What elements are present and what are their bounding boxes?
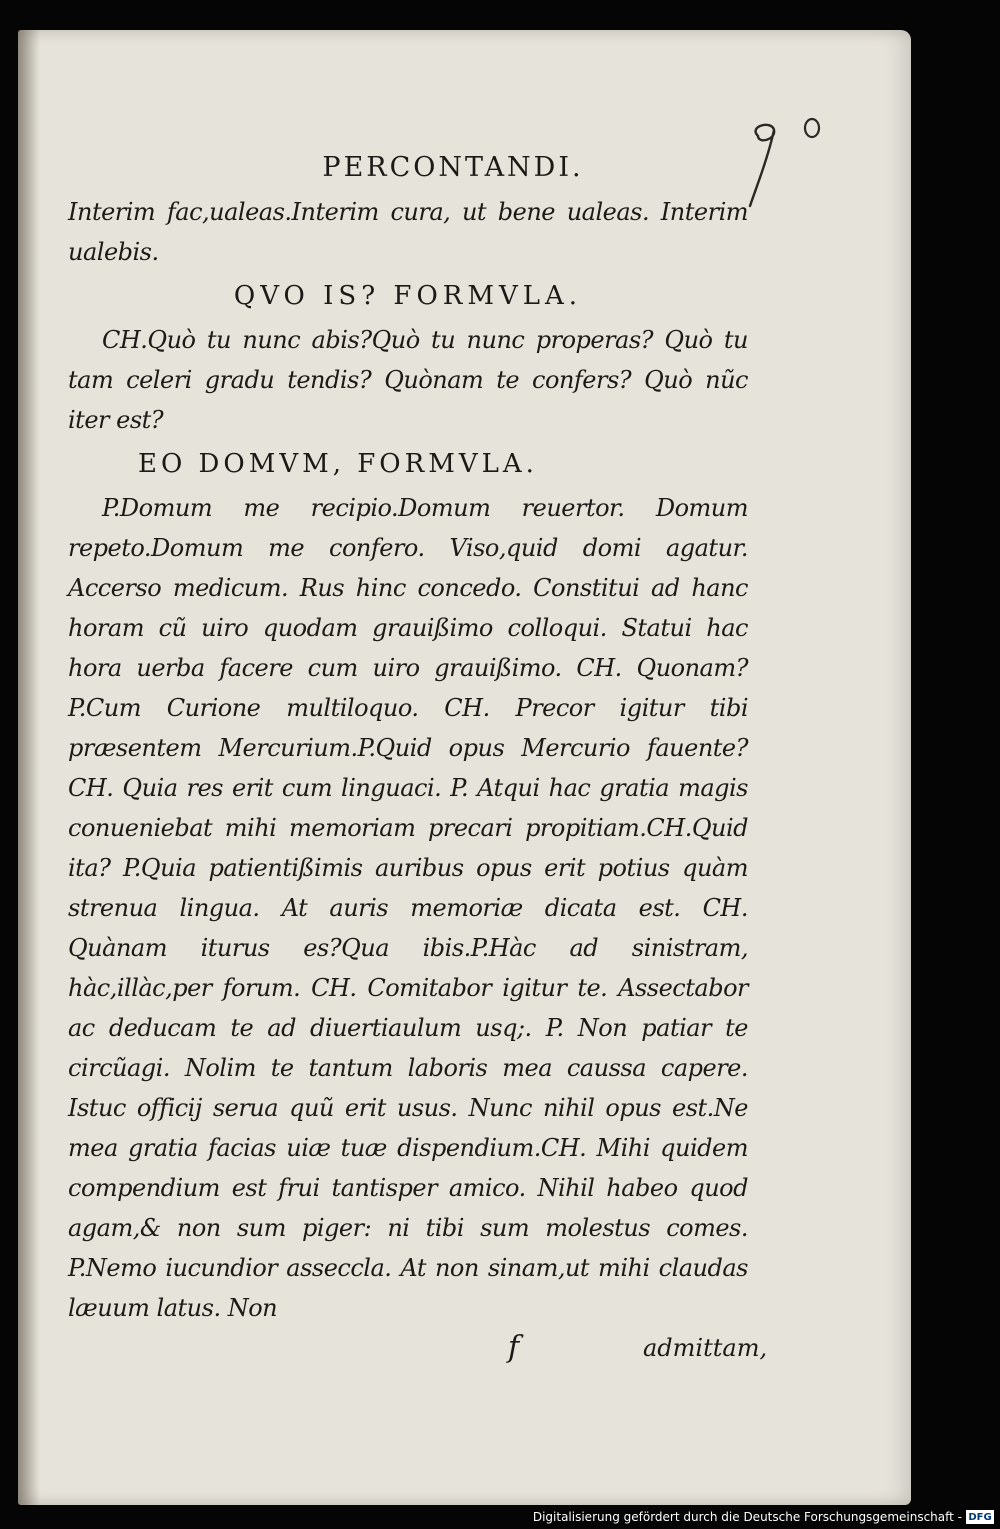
paragraph-quo-is: CH.Quò tu nunc abis?Quò tu nunc properas? Quò tu tam celeri gradu tendis? Quònam te confers? Quò nũc iter est? — [68, 326, 748, 434]
credit-text: Digitalisierung gefördert durch die Deutsche Forschungsgemeinschaft - — [532, 1510, 962, 1524]
paragraph-eo-domum: P.Domum me recipio.Domum reuertor. Domum repeto.Domum me confero. Viso,quid domi agatur. Accerso medicum. Rus hinc concedo. Constitui ad hanc horam cũ uiro quodam grauißimo colloqui. Statui hac hora uerba facere cum uiro grauißimo. CH. Quonam? P.Cum Curione multiloquo. CH. Precor igitur tibi præsentem Mercurium.P.Quid opus Mercurio fauente? CH. Quia res erit cum linguaci. P. Atqui hac gratia magis conueniebat mihi memoriam precari propitiam.CH.Quid ita? P.Quia patientißimis auribus opus erit potius quàm strenua lingua. At auris memoriæ dicata est. CH. Quànam iturus es?Qua ibis.P.Hàc ad sinistram, hàc,illàc,per forum. CH. Comitabor igitur te. Assectabor ac deducam te ad diuertiaulum usq;. P. Non patiar te circũagi. Nolim te tantum laboris mea caussa capere. Istuc officij serua quũ erit usus. Nunc nihil opus est.Ne mea gratia facias uiæ tuæ dispendium.CH. Mihi quidem compendium est frui tantisper amico. Nihil habeo quod agam,& non sum piger: ni tibi sum molestus comes. P.Nemo iucundior asseccla. At non sinam,ut mihi claudas læuum latus. Non — [68, 494, 748, 1322]
catchword: admittam, — [643, 1334, 768, 1362]
intro-paragraph: Interim fac,ualeas.Interim cura, ut bene ualeas. Interim ualebis. — [68, 198, 748, 266]
dfg-logo: DFG — [966, 1510, 994, 1524]
page-gutter-shadow — [18, 30, 40, 1505]
page-text-block — [68, 120, 768, 1376]
page-footer-line — [68, 1330, 768, 1376]
book-page — [18, 30, 911, 1505]
section-heading-eo-domum: EO DOMVM, FORMVLA. — [138, 449, 538, 479]
running-head: PERCONTANDI. — [322, 152, 584, 183]
signature-mark: f — [508, 1330, 520, 1365]
section-heading-quo-is: QVO IS? FORMVLA. — [233, 281, 583, 311]
digitization-credit — [533, 1508, 994, 1526]
